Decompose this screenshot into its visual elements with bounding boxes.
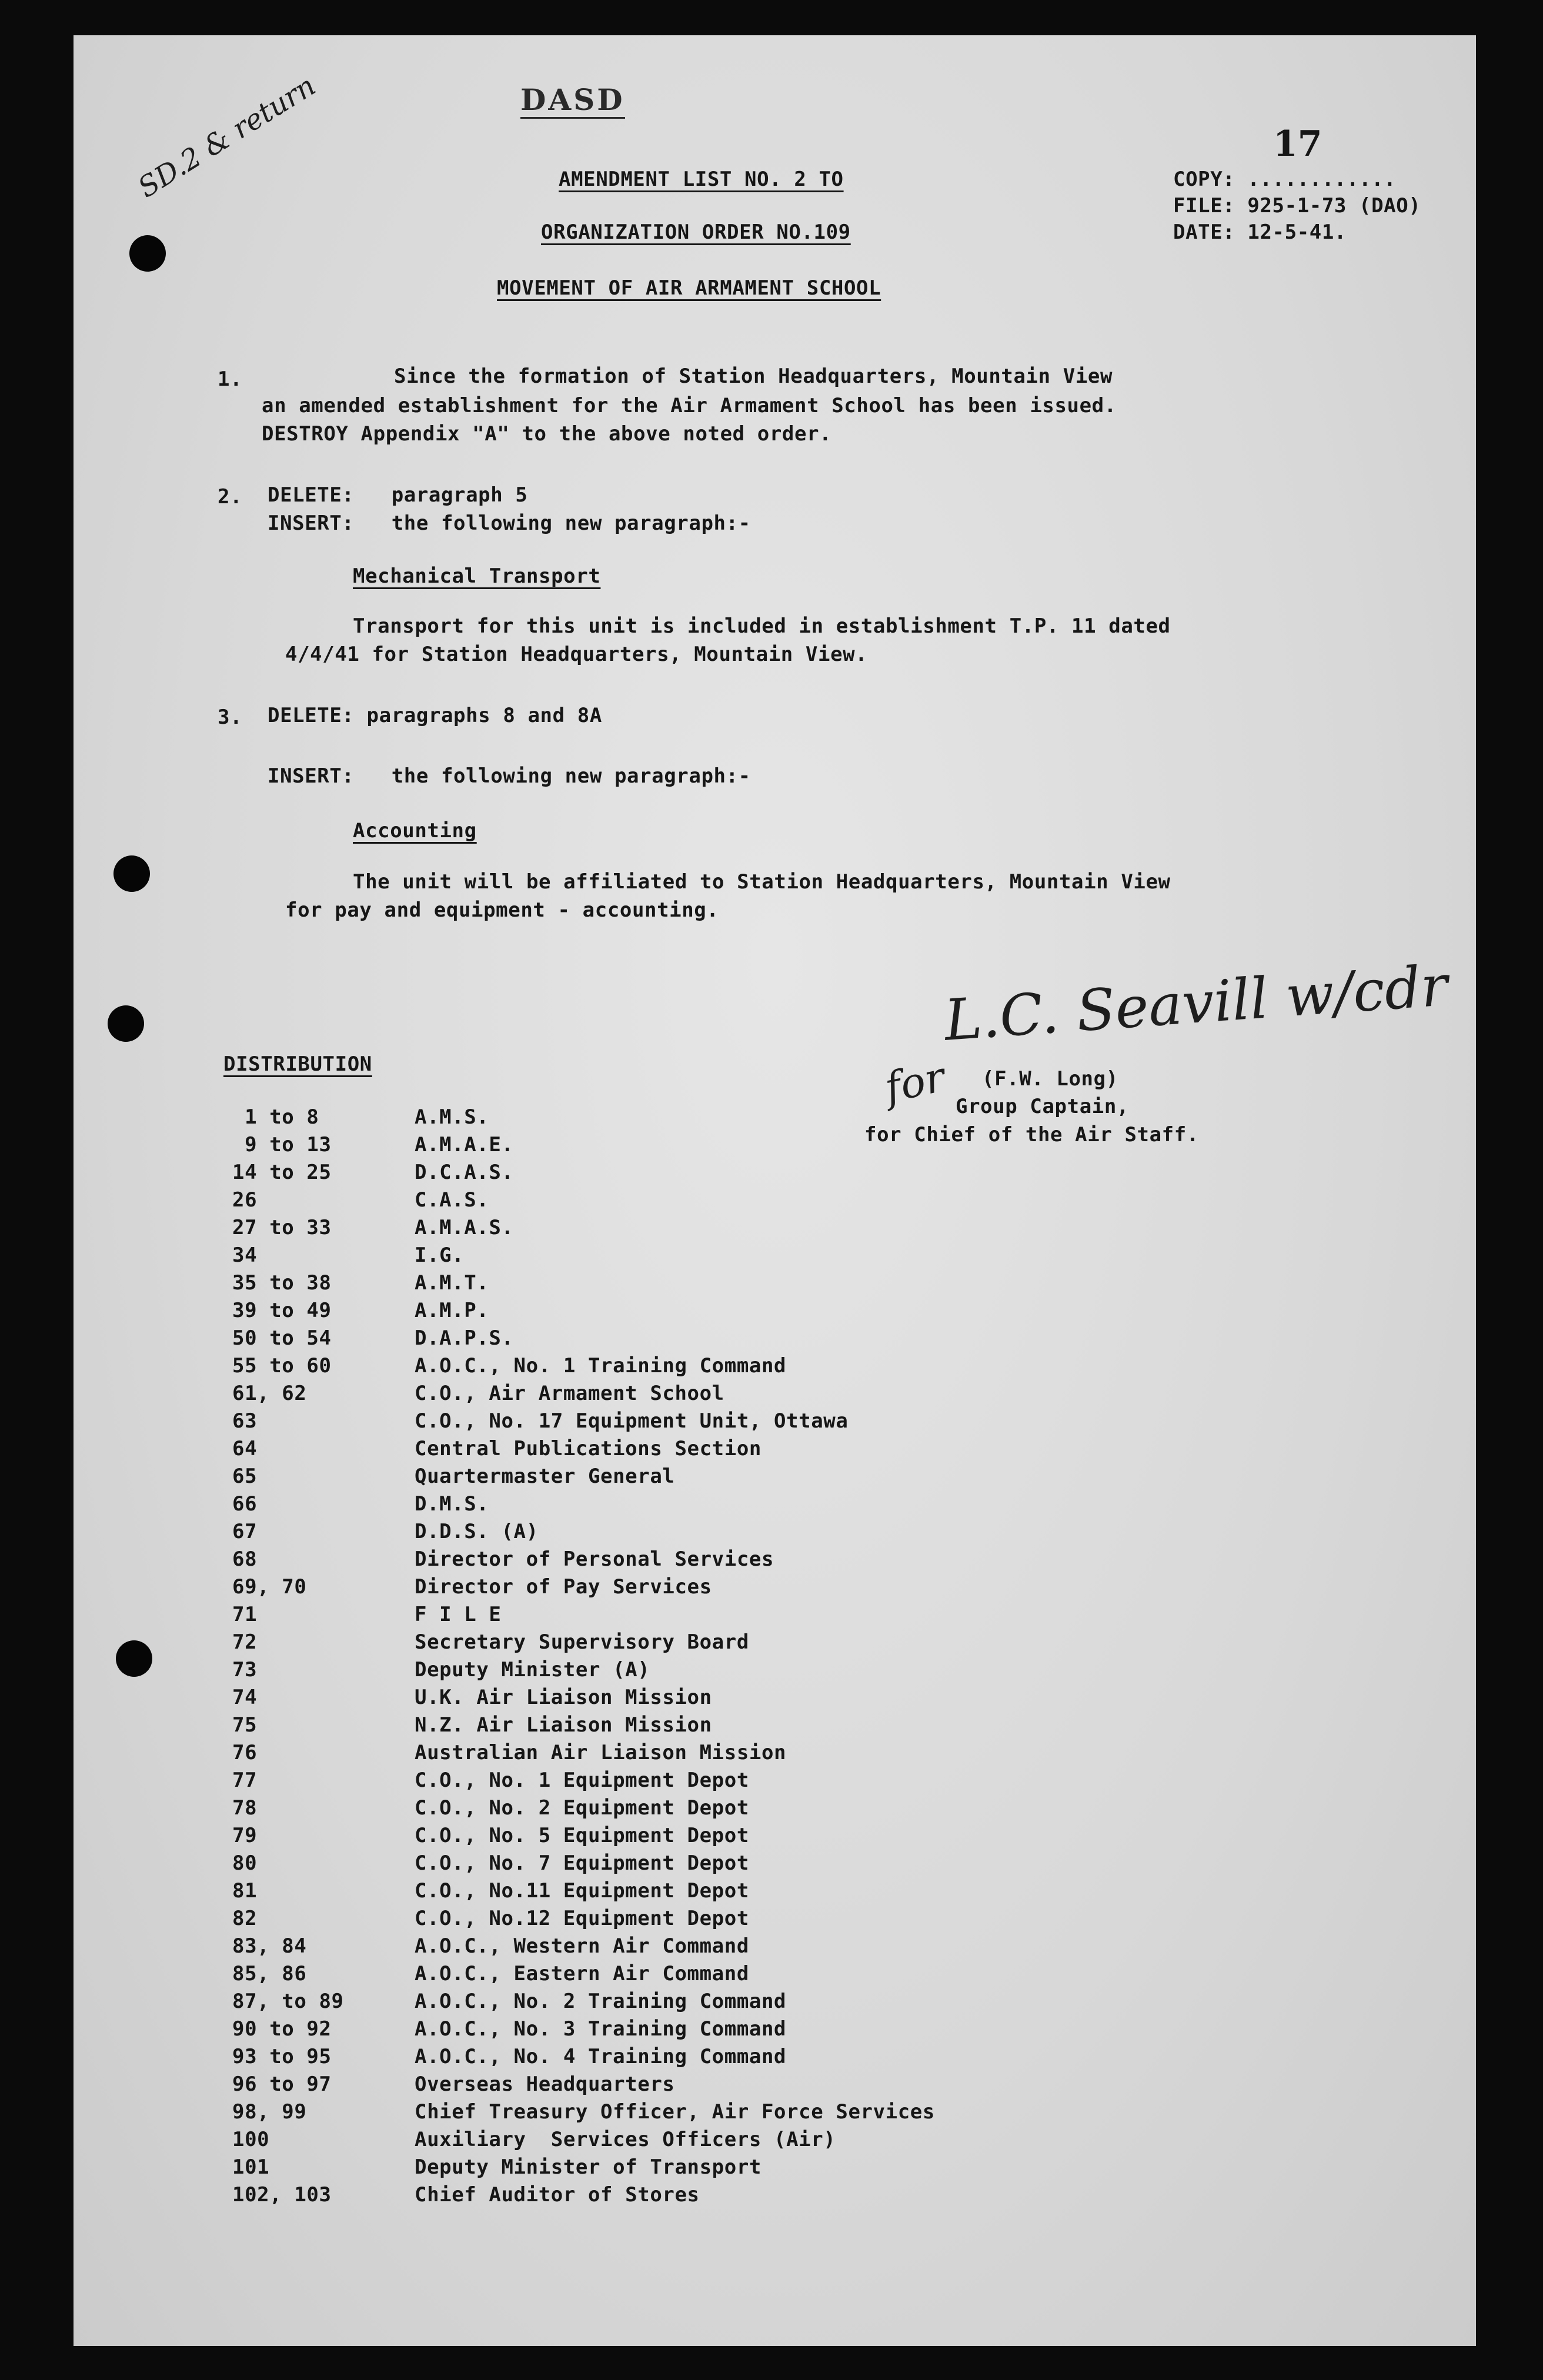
distribution-copy-numbers: 68: [232, 1547, 258, 1571]
distribution-copy-numbers: 93 to 95: [232, 2045, 332, 2068]
distribution-recipient: C.O., No. 7 Equipment Depot: [415, 1851, 749, 1875]
paragraph-3-text: The unit will be affiliated to Station Headquarters, Mountain View: [353, 870, 1171, 894]
document-page: [74, 35, 1476, 2346]
distribution-copy-numbers: 61, 62: [232, 1382, 307, 1405]
distribution-row: [232, 1713, 1232, 1740]
distribution-recipient: A.O.C., Western Air Command: [415, 1934, 749, 1958]
distribution-recipient: Deputy Minister of Transport: [415, 2155, 762, 2179]
distribution-row: [232, 2100, 1232, 2127]
distribution-row: [232, 1686, 1232, 1713]
distribution-row: [232, 1796, 1232, 1823]
distribution-row: [232, 1437, 1232, 1464]
distribution-row: [232, 1769, 1232, 1796]
paragraph-3-text: for pay and equipment - accounting.: [285, 898, 719, 922]
distribution-copy-numbers: 96 to 97: [232, 2073, 332, 2096]
distribution-row: [232, 1824, 1232, 1851]
paragraph-1-line: Since the formation of Station Headquarters, Mountain View: [394, 365, 1113, 388]
distribution-row: [232, 1520, 1232, 1547]
distribution-row: [232, 1990, 1232, 2017]
distribution-copy-numbers: 55 to 60: [232, 1354, 332, 1378]
distribution-recipient: Chief Auditor of Stores: [415, 2183, 700, 2207]
distribution-copy-numbers: 78: [232, 1796, 258, 1820]
date-line: DATE: 12-5-41.: [1173, 220, 1347, 244]
paragraph-1-number: 1.: [218, 367, 243, 391]
distribution-copy-numbers: 98, 99: [232, 2100, 307, 2124]
distribution-recipient: C.O., No.11 Equipment Depot: [415, 1879, 749, 1903]
distribution-row: [232, 1547, 1232, 1575]
distribution-recipient: A.O.C., No. 2 Training Command: [415, 1990, 787, 2013]
distribution-recipient: Secretary Supervisory Board: [415, 1630, 749, 1654]
distribution-row: [232, 2017, 1232, 2044]
distribution-copy-numbers: 72: [232, 1630, 258, 1654]
punch-hole-lower: [108, 1005, 144, 1042]
paragraph-3-heading: Accounting: [353, 819, 477, 843]
distribution-copy-numbers: 77: [232, 1769, 258, 1792]
punch-hole-bottom: [116, 1640, 152, 1677]
distribution-row: [232, 1216, 1232, 1243]
distribution-copy-numbers: 100: [232, 2128, 270, 2151]
distribution-recipient: F I L E: [415, 1603, 502, 1626]
distribution-copy-numbers: 79: [232, 1824, 258, 1847]
handwritten-signature: L.C. Seavill w/cdr: [942, 952, 1450, 1054]
distribution-recipient: A.M.T.: [415, 1271, 489, 1295]
distribution-recipient: Overseas Headquarters: [415, 2073, 675, 2096]
paragraph-3-delete: DELETE: paragraphs 8 and 8A: [268, 704, 602, 727]
distribution-row: [232, 1907, 1232, 1934]
file-line: FILE: 925-1-73 (DAO): [1173, 194, 1421, 218]
distribution-row: [232, 1962, 1232, 1989]
signer-role: for Chief of the Air Staff.: [864, 1123, 1199, 1146]
distribution-recipient: N.Z. Air Liaison Mission: [415, 1713, 712, 1737]
distribution-recipient: A.M.S.: [415, 1105, 489, 1129]
distribution-row: [232, 1465, 1232, 1492]
distribution-copy-numbers: 102, 103: [232, 2183, 332, 2207]
distribution-copy-numbers: 27 to 33: [232, 1216, 332, 1239]
distribution-recipient: D.C.A.S.: [415, 1161, 514, 1184]
distribution-row: [232, 2155, 1232, 2182]
distribution-copy-numbers: 26: [232, 1188, 258, 1212]
distribution-row: [232, 1603, 1232, 1630]
distribution-recipient: Auxiliary Services Officers (Air): [415, 2128, 836, 2151]
distribution-recipient: Director of Personal Services: [415, 1547, 774, 1571]
distribution-recipient: C.O., No. 5 Equipment Depot: [415, 1824, 749, 1847]
distribution-copy-numbers: 83, 84: [232, 1934, 307, 1958]
distribution-copy-numbers: 80: [232, 1851, 258, 1875]
distribution-row: [232, 2128, 1232, 2155]
distribution-recipient: A.O.C., No. 4 Training Command: [415, 2045, 787, 2068]
distribution-recipient: I.G.: [415, 1244, 465, 1267]
distribution-copy-numbers: 1 to 8: [232, 1105, 319, 1129]
distribution-copy-numbers: 34: [232, 1244, 258, 1267]
paragraph-2-heading: Mechanical Transport: [353, 564, 601, 588]
paragraph-1-line: DESTROY Appendix "A" to the above noted order.: [262, 422, 832, 446]
distribution-row: [232, 1741, 1232, 1768]
distribution-copy-numbers: 82: [232, 1907, 258, 1930]
distribution-copy-numbers: 14 to 25: [232, 1161, 332, 1184]
distribution-recipient: U.K. Air Liaison Mission: [415, 1686, 712, 1709]
paragraph-3-insert: INSERT: the following new paragraph:-: [268, 764, 751, 788]
paragraph-2-text: 4/4/41 for Station Headquarters, Mountain View.: [285, 643, 868, 666]
distribution-row: [232, 1271, 1232, 1298]
distribution-copy-numbers: 81: [232, 1879, 258, 1903]
distribution-recipient: D.A.P.S.: [415, 1326, 514, 1350]
distribution-recipient: Chief Treasury Officer, Air Force Services: [415, 2100, 935, 2124]
distribution-row: [232, 1161, 1232, 1188]
distribution-row: [232, 1575, 1232, 1602]
distribution-copy-numbers: 67: [232, 1520, 258, 1543]
distribution-recipient: C.O., No. 1 Equipment Depot: [415, 1769, 749, 1792]
distribution-copy-numbers: 63: [232, 1409, 258, 1433]
stamp: DASD: [520, 82, 625, 119]
distribution-copy-numbers: 64: [232, 1437, 258, 1460]
distribution-copy-numbers: 9 to 13: [232, 1133, 332, 1156]
paragraph-2-number: 2.: [218, 485, 243, 509]
distribution-copy-numbers: 101: [232, 2155, 270, 2179]
distribution-copy-numbers: 35 to 38: [232, 1271, 332, 1295]
paragraph-2-insert: INSERT: the following new paragraph:-: [268, 512, 751, 535]
distribution-list: [232, 1105, 1291, 2281]
copy-line: COPY: ............: [1173, 168, 1397, 191]
distribution-row: [232, 1851, 1232, 1878]
paragraph-2-text: Transport for this unit is included in establishment T.P. 11 dated: [353, 614, 1171, 638]
distribution-copy-numbers: 90 to 92: [232, 2017, 332, 2041]
distribution-row: [232, 1244, 1232, 1271]
distribution-recipient: A.O.C., No. 3 Training Command: [415, 2017, 787, 2041]
signer-name: (F.W. Long): [982, 1067, 1118, 1091]
distribution-row: [232, 2045, 1232, 2072]
title-movement: MOVEMENT OF AIR ARMAMENT SCHOOL: [497, 276, 881, 300]
punch-hole-top: [129, 235, 166, 272]
distribution-recipient: C.A.S.: [415, 1188, 489, 1212]
title-order: ORGANIZATION ORDER NO.109: [541, 220, 851, 244]
distribution-row: [232, 1299, 1232, 1326]
distribution-recipient: A.O.C., No. 1 Training Command: [415, 1354, 787, 1378]
distribution-copy-numbers: 50 to 54: [232, 1326, 332, 1350]
distribution-recipient: Central Publications Section: [415, 1437, 762, 1460]
distribution-row: [232, 1326, 1232, 1353]
distribution-row: [232, 1382, 1232, 1409]
distribution-copy-numbers: 73: [232, 1658, 258, 1682]
distribution-recipient: A.O.C., Eastern Air Command: [415, 1962, 749, 1985]
distribution-row: [232, 1630, 1232, 1657]
distribution-copy-numbers: 87, to 89: [232, 1990, 344, 2013]
distribution-recipient: A.M.P.: [415, 1299, 489, 1322]
distribution-recipient: Deputy Minister (A): [415, 1658, 650, 1682]
distribution-recipient: A.M.A.E.: [415, 1133, 514, 1156]
distribution-row: [232, 1879, 1232, 1906]
distribution-row: [232, 1409, 1232, 1436]
distribution-copy-numbers: 71: [232, 1603, 258, 1626]
distribution-row: [232, 1658, 1232, 1685]
distribution-row: [232, 2183, 1232, 2210]
distribution-recipient: C.O., No.12 Equipment Depot: [415, 1907, 749, 1930]
distribution-recipient: D.M.S.: [415, 1492, 489, 1516]
distribution-copy-numbers: 74: [232, 1686, 258, 1709]
paragraph-3-number: 3.: [218, 706, 243, 729]
distribution-recipient: D.D.S. (A): [415, 1520, 539, 1543]
distribution-copy-numbers: 65: [232, 1465, 258, 1488]
distribution-recipient: C.O., No. 2 Equipment Depot: [415, 1796, 749, 1820]
distribution-row: [232, 1934, 1232, 1961]
distribution-row: [232, 1133, 1232, 1160]
distribution-row: [232, 1105, 1232, 1132]
title-amendment: AMENDMENT LIST NO. 2 TO: [559, 168, 844, 191]
distribution-row: [232, 1492, 1232, 1519]
paragraph-1-line: an amended establishment for the Air Armament School has been issued.: [262, 394, 1117, 417]
distribution-recipient: Director of Pay Services: [415, 1575, 712, 1599]
distribution-recipient: Australian Air Liaison Mission: [415, 1741, 787, 1764]
distribution-row: [232, 2073, 1232, 2100]
distribution-recipient: C.O., Air Armament School: [415, 1382, 724, 1405]
distribution-copy-numbers: 75: [232, 1713, 258, 1737]
distribution-row: [232, 1188, 1232, 1215]
distribution-recipient: C.O., No. 17 Equipment Unit, Ottawa: [415, 1409, 849, 1433]
punch-hole-middle: [113, 855, 150, 892]
distribution-copy-numbers: 66: [232, 1492, 258, 1516]
distribution-recipient: Quartermaster General: [415, 1465, 675, 1488]
distribution-copy-numbers: 69, 70: [232, 1575, 307, 1599]
page-number: 17: [1273, 123, 1322, 165]
distribution-row: [232, 1354, 1232, 1381]
distribution-copy-numbers: 85, 86: [232, 1962, 307, 1985]
distribution-copy-numbers: 76: [232, 1741, 258, 1764]
distribution-heading: DISTRIBUTION: [223, 1052, 372, 1076]
handwritten-note: SD.2 & return: [132, 69, 322, 205]
distribution-recipient: A.M.A.S.: [415, 1216, 514, 1239]
signature-for: for: [880, 1052, 949, 1112]
paragraph-2-delete: DELETE: paragraph 5: [268, 483, 528, 507]
signer-rank: Group Captain,: [956, 1095, 1129, 1118]
distribution-copy-numbers: 39 to 49: [232, 1299, 332, 1322]
